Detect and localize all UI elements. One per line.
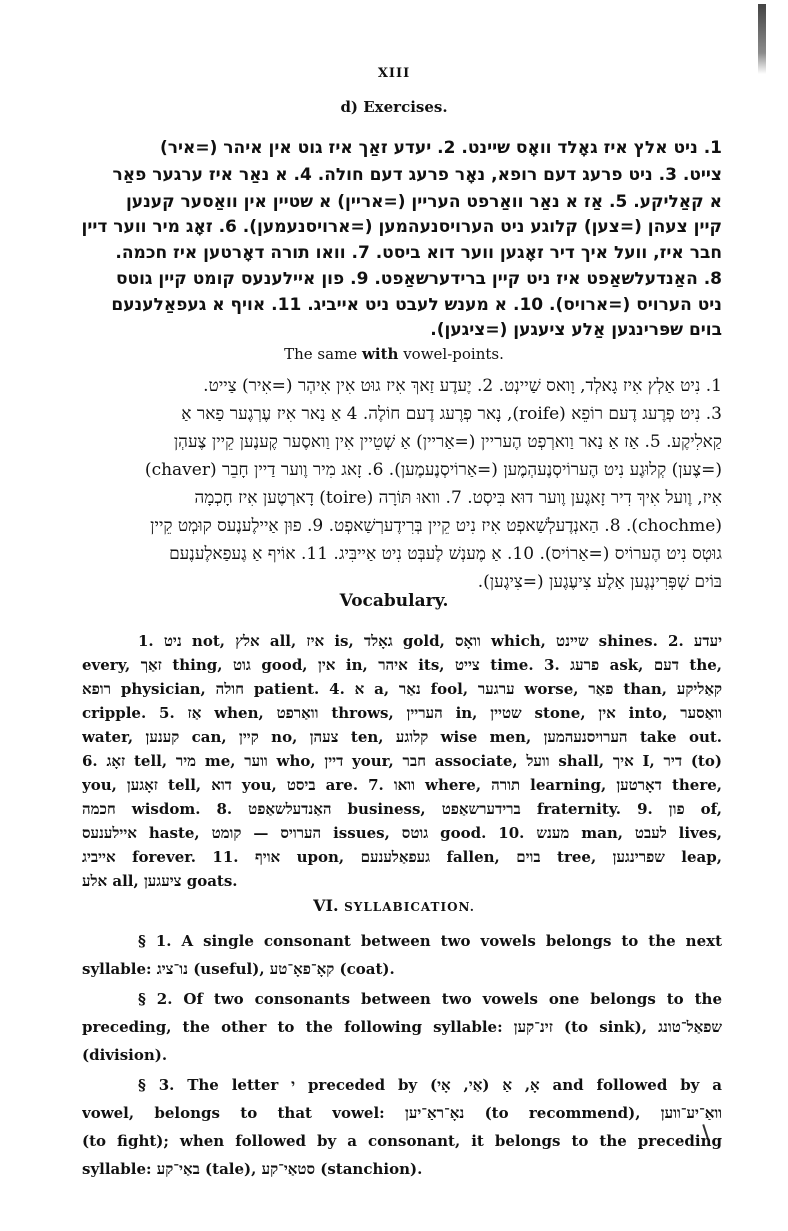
scan-edge-mark [758,4,766,74]
exercise-line: א קאַליקע. 5. אַז א נאַר וואַרפט העריין (=אריין) א שטיין אין וואַסער קענען [125,192,722,212]
rule-line: § 1. A single consonant between two vowels belongs to the next [138,932,722,950]
page-number: XIII [377,66,411,81]
rule-line: § 3. The letter י preceded by אָ, אַ (אַי, אָי) and followed by a [138,1076,722,1094]
pointed-line: אִיז, וֶועל אִיךְ דִיר זָאגֶען וֶוער דוּא בִּיסְט. 7. וואוּ תּוֹרָה (toire) דָארְטֶען אִיז חָכְמָה [194,488,722,508]
pointed-line: גוּטְס נִיט הֶערוֹיס (=אַרוֹיס). 10. אַ מֶענְשׁ לֶעבְּט נִיט אַייבִּיג. 11. אוֹיף אַ גֶעפַאלֶענֶעם [169,544,722,564]
vocabulary-line: אלע all, ציעגען goats. [82,872,238,890]
rule-line: vowel, belongs to that vowel: נאָ־ראַ־יען (to recommend), וואַ־יע־ווען [82,1104,722,1122]
vocabulary-heading: Vocabulary. [339,591,449,611]
pointed-line: 3. נִיט פְרֶעג דֶעם רוֹפֵא (roife), נָאר פְרֶעג דֶעם חוֹלֶה. 4 אַ נַאר אִיז עֶרְגֶער פַאר אַ [181,404,722,424]
rule-line: (to fight); when followed by a consonant, it belongs to the preceding [82,1132,722,1150]
vocabulary-line: אייביג forever. 11. אויף upon, געפאַלענעם fallen, בוים tree, שפרינגען leap, [82,848,722,866]
exercises-heading: d) Exercises. [340,98,448,116]
section-numeral: VI. [313,896,339,915]
pointed-line: (=צֶען) קְלוּגֶע נִיט הֶערוֹיסְנֶעהְמֶען (=אַרוֹיסְנֶעמֶען). 6. זָאג מִיר וֶוער דַיין חָבֵר (chaver) [144,460,722,480]
rule-line: § 2. Of two consonants between two vowels one belongs to the [138,990,722,1008]
vowel-points-heading-bold: with [361,345,399,363]
exercise-line: קיין צעהן (=צען) קלוגע ניט הערויסנעהמען (=ארויסנעמען). 6. זאָג מיר ווער דיין [82,217,722,237]
vocabulary-line: you, זאָגען tell, דוא you, ביסט are. 7. וואו where, תורה learning, דאָרטען there, [82,776,722,794]
rule-line: syllable: נו־ציג (useful), קאָ־פאָ־טע (coat). [82,960,395,978]
exercise-line: ניט הערויס (=ארויס). 10. א מענש לעבט ניט אייביג. 11. אויף א געפאַלענעם [111,295,722,315]
exercise-line: 1. ניט אלץ איז גאָלד וואָס שיינט. 2. יעדע זאַך איז גוט אין איהר (=איר) [159,138,722,158]
exercise-line: בוים שפּרינגען אַלע ציעגען (=ציגען). [430,320,722,340]
vocabulary-line: water, קענען can, קיין no, צעהן ten, קלוגע wise men, הערויסנעהמען take out. [82,728,722,746]
vowel-points-heading-prefix: The same [284,345,358,363]
rule-line: (division). [82,1046,168,1064]
syllabication-heading [0,896,788,915]
vocabulary-line: cripple. 5. אַז when, וואַרפט throws, העריין in, שטיין stone, אין into, וואַסער [82,704,722,722]
exercise-line: 8. האַנדעלשאַפט איז ניט קיין ברידערשאַפט. 9. פון איילענעס קומט קיין גוטס [115,269,722,289]
exercise-line: חבר איז, וועל איך דיר זאָגען ווער דוא ביסט. 7. וואו תורה דאָרטען איז חכמה. [115,243,722,263]
vocabulary-line: איילענעס haste, הערויס — קומט issues, גוטס good. 10. מענש man, לעבט lives, [82,824,722,842]
exercise-line: צייט. 3. ניט פרעג דעם רופא, נאָר פרעג דעם חולה. 4. א נאַר איז ערגער פאַר [112,165,722,185]
vocabulary-line: every, זאַך thing, גוט good, אין in, איהר its, צייט time. 3. פרעג ask, דעם the, [82,656,722,674]
vocabulary-line: 1. ניט not, אלץ all, איז is, גאָלד gold, וואָס which, שיינט shines. 2. יעדע [138,632,722,650]
vowel-points-heading-suffix: vowel-points. [403,345,504,363]
pointed-line: (chochme). 8. הַאנְדֶעלְשַׁאפְט אִיז נִיט קֵיין בְּרִידֶערְשַׁאפְט. 9. פוּן אַיילֶענֶעס קוּמְט קֵיין [150,516,722,536]
rule-line: preceding, the other to the following syllable: זינ־קען (to sink), שפאַל־טונג [82,1018,722,1036]
vocabulary-line: חכמה wisdom. 8. האַנדעלשאַפט business, ברידערשאַפט fraternity. 9. פון of, [82,800,722,818]
rule-line: syllable: באַי־קע (tale), סטאַי־קע (stanchion). [82,1160,423,1178]
pointed-line: קַאלִיקֶע. 5. אַז אַ נַאר וַוארְפְט הֶעריין (=אַריין) אַ שְׁטֵיין אִין וַואסֶער קֶענֶען קֵיין צֶעהְן [173,432,722,452]
vocabulary-line: רופא physician, חולה patient. 4. א a, נאַר fool, ערגער worse, פאַר than, קאַליקע [82,680,722,698]
vocabulary-line: 6. זאָג tell, מיר me, ווער who, דיין your, חבר associate, וועל shall, איך I, דיר (to) [82,752,722,770]
pointed-line: בּוֹים שְׁפְּרִינְגֶען אַלֶע צִיעֶגֶען (=צִיגֶען). [477,572,722,592]
section-title: SYLLABICATION. [344,900,475,914]
vowel-points-heading [0,345,788,363]
pointed-line: 1. נִיט אַלְץ אִיז גָאלְד, וָואס שַׁיינְט. 2. יֶעדֶע זַאךְ אִיז גוּט אִין אִיהְר (=אִיר) צַייט. [203,376,722,396]
